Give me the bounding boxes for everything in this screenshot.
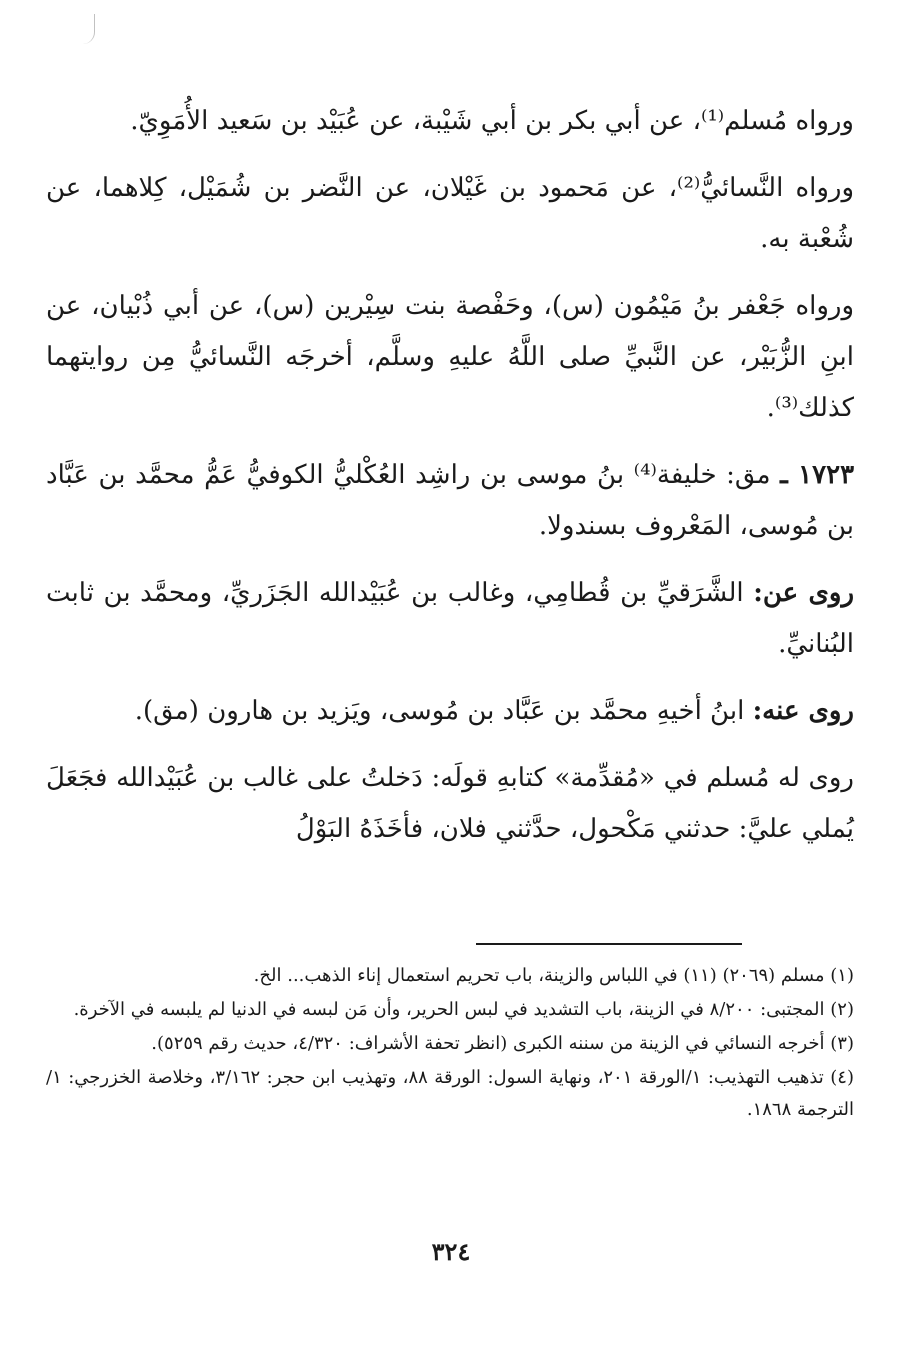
narrated-by-label: روى عنه:: [752, 696, 854, 726]
entry-text: مق: خليفة⁽⁴⁾ بنُ موسى بن راشِد العُكْليُّ الكوفيُّ عَمُّ محمَّد بن عَبَّاد بن مُوسى، المَعْروف بسندولا.: [46, 460, 854, 541]
footnote-2: (٢) المجتبى: ٨/٢٠٠ في الزينة، باب التشديد في لبس الحرير، وأن مَن لبسه في الدنيا لم يلبسه في الآخرة.: [73, 999, 854, 1020]
narrated-by: [46, 686, 854, 737]
footnotes: [46, 960, 854, 1128]
narrated-by-text: ابنُ أخيهِ محمَّد بن عَبَّاد بن مُوسى، ويَزيد بن هارون (مق).: [134, 696, 745, 726]
paragraph-jafar: ورواه جَعْفر بنُ مَيْمُون (س)، وحَفْصة بنت سِيْرين (س)، عن أبي ذُبْيان، عن ابنِ الزُّبَيْر، عن النَّبيِّ صلى اللَّهُ عليهِ وسلَّم، أخرجَه النَّسائيُّ مِن روايتهما كذلك⁽³⁾.: [46, 291, 854, 423]
narrated-from-label: روى عن:: [753, 578, 855, 608]
footnote-3: (٣) أخرجه النسائي في الزينة من سننه الكبرى (انظر تحفة الأشراف: ٤/٣٢٠، حديث رقم ٥٢٥٩).: [151, 1033, 854, 1054]
narrated-from: [46, 568, 854, 670]
entry-1723: [46, 450, 854, 552]
narrated-from-text: الشَّرَقيِّ بن قُطامِي، وغالب بن عُبَيْدالله الجَزَريِّ، ومحمَّد بن ثابت البُنانيِّ.: [46, 578, 854, 659]
entry-number: ١٧٢٣ ـ: [780, 460, 855, 490]
paragraph-muslim: ورواه مُسلم⁽¹⁾، عن أبي بكر بن أبي شَيْبة، عن عُبَيْد بن سَعيد الأُمَوِيّ.: [130, 106, 854, 136]
footnote-4: (٤) تذهيب التهذيب: ١/الورقة ٢٠١، ونهاية السول: الورقة ٨٨، وتهذيب ابن حجر: ٣/١٦٢، وخلاصة الخزرجي: ١/الترجمة ١٨٦٨.: [46, 1067, 854, 1120]
footnote-1: (١) مسلم (٢٠٦٩) (١١) في اللباس والزينة، باب تحريم استعمال إناء الذهب... الخ.: [253, 965, 854, 986]
paragraph-closing: روى له مُسلم في «مُقدِّمة» كتابهِ قولَه: دَخلتُ على غالب بن عُبَيْدالله فجَعَلَ يُملي عليَّ: حدثني مَكْحول، حدَّثني فلان، فأخَذَهُ البَوْلُ: [46, 763, 854, 844]
footnote-divider: [476, 943, 742, 945]
scan-corner-mark: [80, 14, 95, 44]
page-number: ٣٢٤: [431, 1237, 471, 1266]
paragraph-nasai: ورواه النَّسائيُّ⁽²⁾، عن مَحمود بن غَيْلان، عن النَّضر بن شُمَيْل، كِلاهما، عن شُعْبة به.: [46, 173, 854, 254]
main-text: [46, 96, 854, 871]
